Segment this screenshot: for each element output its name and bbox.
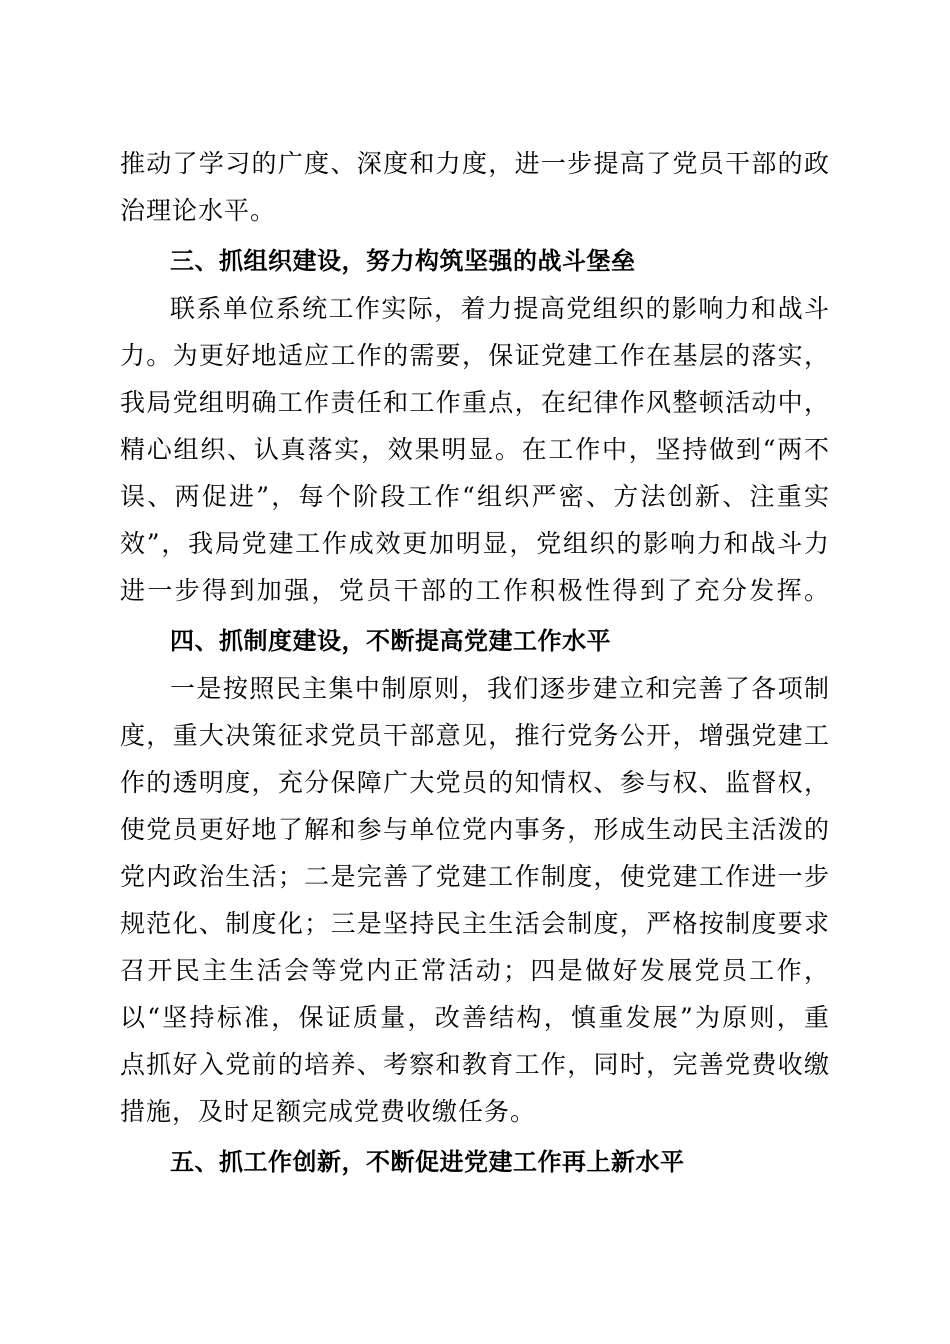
section-heading: 四、抓制度建设，不断提高党建工作水平 [170, 627, 611, 655]
text-line: 度，重大决策征求党员干部意见，推行党务公开，增强党建工 [120, 721, 830, 750]
section-heading: 三、抓组织建设，努力构筑坚强的战斗堡垒 [170, 247, 636, 275]
text-line: 规范化、制度化；三是坚持民主生活会制度，严格按制度要求 [120, 909, 830, 938]
document-page [120, 140, 830, 1186]
text-line: 点抓好入党前的培养、考察和教育工作，同时，完善党费收缴 [120, 1050, 830, 1079]
text-line: 力。为更好地适应工作的需要，保证党建工作在基层的落实， [120, 341, 830, 370]
text-line: 一是按照民主集中制原则，我们逐步建立和完善了各项制 [170, 674, 830, 703]
text-line: 误、两促进”，每个阶段工作“组织严密、方法创新、注重实 [120, 482, 830, 511]
text-line: 使党员更好地了解和参与单位党内事务，形成生动民主活泼的 [120, 815, 830, 844]
text-line: 推动了学习的广度、深度和力度，进一步提高了党员干部的政 [120, 149, 830, 178]
text-line: 治理论水平。 [120, 196, 277, 225]
body-paragraph [120, 285, 830, 614]
text-line: 党内政治生活；二是完善了党建工作制度，使党建工作进一步 [120, 862, 830, 891]
text-line: 我局党组明确工作责任和工作重点，在纪律作风整顿活动中， [120, 388, 830, 417]
text-line: 以“坚持标准，保证质量，改善结构，慎重发展”为原则，重 [120, 1003, 830, 1032]
text-line: 作的透明度，充分保障广大党员的知情权、参与权、监督权， [120, 768, 830, 797]
text-line: 联系单位系统工作实际，着力提高党组织的影响力和战斗 [170, 294, 830, 323]
body-paragraph [120, 140, 830, 234]
text-line: 召开民主生活会等党内正常活动；四是做好发展党员工作， [120, 956, 830, 985]
text-line: 效”，我局党建工作成效更加明显，党组织的影响力和战斗力 [120, 529, 830, 558]
text-line: 精心组织、认真落实，效果明显。在工作中，坚持做到“两不 [120, 435, 830, 464]
text-line: 进一步得到加强，党员干部的工作积极性得到了充分发挥。 [120, 576, 830, 605]
section-heading: 五、抓工作创新，不断促进党建工作再上新水平 [170, 1148, 685, 1176]
text-line: 措施，及时足额完成党费收缴任务。 [120, 1097, 537, 1126]
body-paragraph [120, 665, 830, 1135]
